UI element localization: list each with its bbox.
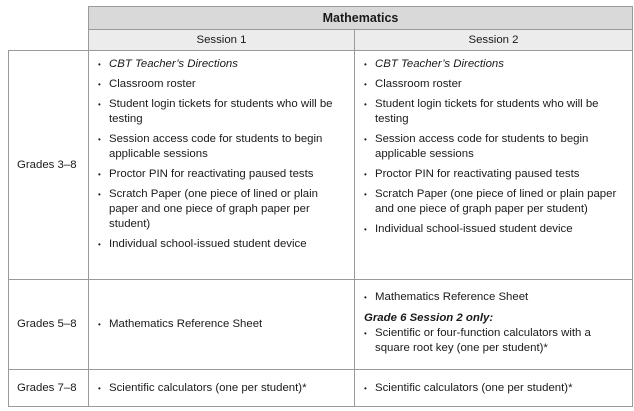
session1-header: Session 1 [89, 30, 355, 51]
session2-cell [355, 51, 633, 280]
material-list [355, 381, 632, 396]
session2-cell [355, 370, 633, 407]
material-list [355, 326, 632, 356]
material-list [355, 280, 632, 305]
table-row [9, 280, 633, 370]
corner-cell [9, 7, 89, 30]
list-item: • Session access code for students to begin applicable sessions [89, 132, 354, 162]
list-item: • CBT Teacher’s Directions [89, 57, 354, 72]
material-list [89, 317, 354, 332]
corner-cell [9, 30, 89, 51]
table-row [9, 51, 633, 280]
list-item: • Scientific calculators (one per student)* [89, 381, 354, 396]
header-row-sessions [9, 30, 633, 51]
session1-cell [89, 370, 355, 407]
material-list [355, 51, 632, 248]
list-item: • Mathematics Reference Sheet [89, 317, 354, 332]
list-item: • Mathematics Reference Sheet [355, 290, 632, 305]
table-row [9, 370, 633, 407]
list-item: • Proctor PIN for reactivating paused tests [89, 167, 354, 182]
list-item: • Classroom roster [355, 77, 632, 92]
list-item: • Individual school-issued student device [355, 222, 632, 237]
header-row-subject [9, 7, 633, 30]
list-item: • Individual school-issued student device [89, 237, 354, 252]
list-item: • Student login tickets for students who will be testing [355, 97, 632, 127]
list-item: • Proctor PIN for reactivating paused tests [355, 167, 632, 182]
grade-label: Grades 7–8 [9, 370, 89, 407]
material-list [89, 381, 354, 396]
grade-label: Grades 5–8 [9, 280, 89, 370]
list-item: • Classroom roster [89, 77, 354, 92]
list-item: • Student login tickets for students who will be testing [89, 97, 354, 127]
list-item: • Scratch Paper (one piece of lined or plain paper and one piece of graph paper per student) [355, 187, 632, 217]
list-item: • Scientific calculators (one per student)* [355, 381, 632, 396]
material-list [89, 51, 354, 263]
list-item: • Scratch Paper (one piece of lined or plain paper and one piece of graph paper per student) [89, 187, 354, 232]
grade-note: Grade 6 Session 2 only: [364, 312, 494, 324]
subject-header: Mathematics [89, 7, 633, 30]
list-item: • Scientific or four-function calculators with a square root key (one per student)* [355, 326, 632, 356]
list-item: • CBT Teacher’s Directions [355, 57, 632, 72]
session1-cell [89, 280, 355, 370]
materials-table [8, 6, 633, 407]
list-item: • Session access code for students to begin applicable sessions [355, 132, 632, 162]
session1-cell [89, 51, 355, 280]
grade-label: Grades 3–8 [9, 51, 89, 280]
session2-cell [355, 280, 633, 370]
session2-header: Session 2 [355, 30, 633, 51]
